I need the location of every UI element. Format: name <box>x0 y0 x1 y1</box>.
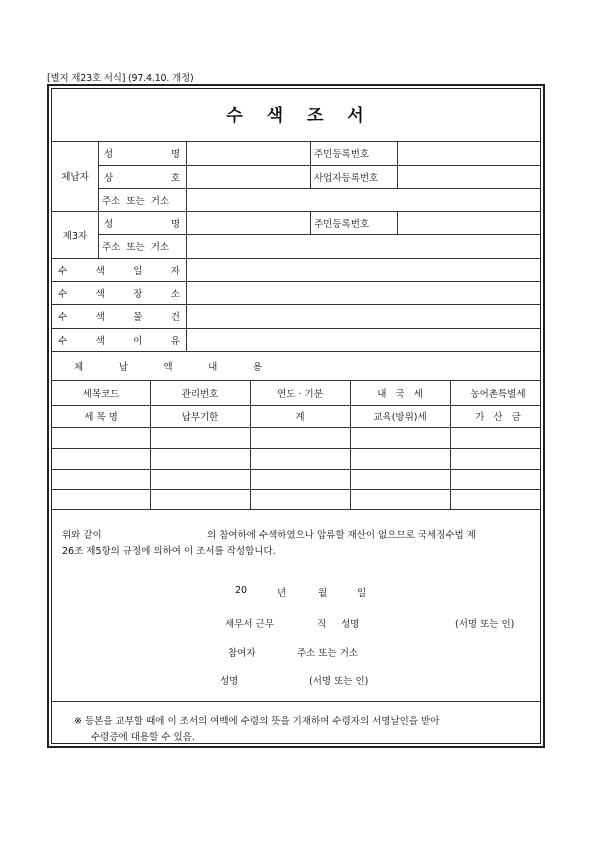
taxpayer-address-field[interactable] <box>186 188 546 211</box>
officer-rank: 직 <box>317 619 327 630</box>
col-tax-name: 세 목 명 <box>84 412 118 423</box>
third-party-rrn-field[interactable] <box>397 211 546 234</box>
date-month: 월 <box>318 588 328 599</box>
table-row[interactable] <box>52 427 546 448</box>
col-management-no: 관리번호 <box>181 388 219 400</box>
col-rural-special-tax: 농어촌특별세 <box>470 388 526 400</box>
search-date-label: 수 색 일 자 <box>58 265 180 277</box>
search-date-field[interactable] <box>186 258 546 281</box>
taxpayer-name-field[interactable] <box>186 141 310 165</box>
third-party-rrn-label: 주민등록번호 <box>314 218 370 230</box>
officer-office: 세무서 근무 <box>225 619 274 630</box>
search-items-field[interactable] <box>186 304 546 328</box>
form-number-note: [별지 제23호 서식] (97.4.10. 개정) <box>47 73 194 84</box>
col-due-date: 납부기한 <box>181 412 219 423</box>
third-party-address-field[interactable] <box>186 234 546 258</box>
arrears-heading: 체 납 액 내 용 <box>74 361 262 373</box>
taxpayer-name-label: 성 명 <box>104 149 180 160</box>
col-education-tax: 교육(방위)세 <box>373 412 427 423</box>
officer-signature: (서명 또는 인) <box>455 619 515 630</box>
officer-name-label: 성명 <box>341 619 360 630</box>
search-place-field[interactable] <box>186 281 546 304</box>
date-day: 일 <box>357 588 367 599</box>
participant-name-label: 성명 <box>220 676 239 687</box>
search-place-label: 수 색 장 소 <box>58 288 180 300</box>
taxpayer-trade-label: 상 호 <box>104 172 180 184</box>
taxpayer-rrn-field[interactable] <box>397 141 546 165</box>
form-inner-border <box>51 88 541 744</box>
taxpayer-trade-field[interactable] <box>186 165 310 188</box>
search-items-label: 수 색 물 건 <box>58 312 180 323</box>
footnote-line-1: ※ 등본을 교부할 때에 이 조서의 여백에 수령의 뜻을 기재하여 수령자의 서명날인을 받아 <box>74 716 440 727</box>
third-party-name-field[interactable] <box>186 211 310 234</box>
col-year-period: 연도 · 기분 <box>277 388 323 400</box>
statement-line-1b: 의 참여하에 수색하였으나 압류할 재산이 없으므로 국세징수법 제 <box>207 530 476 541</box>
date-year: 년 <box>277 588 287 599</box>
table-row[interactable] <box>52 489 546 509</box>
form-title: 수 색 조 서 <box>226 106 366 126</box>
col-domestic-tax: 내 국 세 <box>377 388 423 400</box>
statement-line-2: 26조 제5항의 규정에 의하여 이 조서를 작성합니다. <box>62 546 276 557</box>
taxpayer-brn-label: 사업자등록번호 <box>314 172 379 184</box>
table-row[interactable] <box>52 469 546 489</box>
taxpayer-address-label: 주소 또는 거소 <box>102 195 170 207</box>
taxpayer-brn-field[interactable] <box>397 165 546 188</box>
third-party-name-label: 성 명 <box>104 218 180 230</box>
third-party-address-label: 주소 또는 거소 <box>102 242 170 253</box>
search-reason-label: 수 색 이 유 <box>58 335 180 347</box>
statement-line-1a: 위와 같이 <box>62 530 102 541</box>
col-tax-code: 세목코드 <box>82 388 120 400</box>
col-total: 계 <box>295 412 305 423</box>
participant-signature: (서명 또는 인) <box>309 676 369 687</box>
search-report-form <box>47 84 545 748</box>
participant-address: 주소 또는 거소 <box>297 648 359 659</box>
date-prefix: 20 <box>235 585 248 596</box>
third-party-group-label: 제3자 <box>62 230 88 242</box>
col-penalty: 가 산 금 <box>475 412 521 423</box>
taxpayer-rrn-label: 주민등록번호 <box>314 149 370 160</box>
footnote-line-2: 수령증에 대용할 수 있음. <box>91 732 195 743</box>
taxpayer-group-label: 체납자 <box>61 172 89 183</box>
table-row[interactable] <box>52 448 546 469</box>
participant-label: 참여자 <box>228 648 256 659</box>
search-reason-field[interactable] <box>186 328 546 351</box>
